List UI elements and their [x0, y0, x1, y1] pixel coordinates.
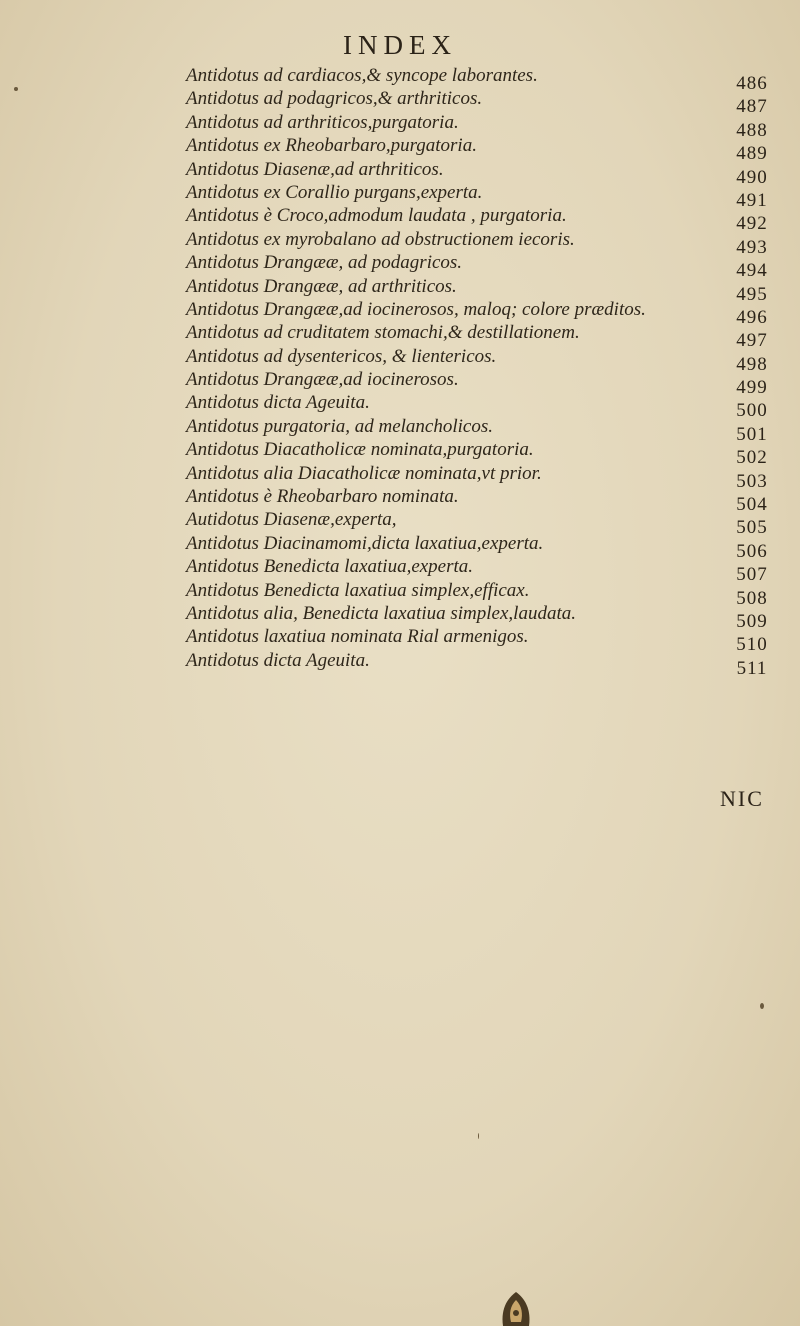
page-number: 500 [736, 400, 768, 422]
page-number: 496 [736, 306, 768, 328]
index-entry: Antidotus è Rheobarbaro nominata. [186, 486, 459, 508]
index-entry: Antidotus Drangææ,ad iocinerosos, maloq; colore præditos. [186, 298, 646, 320]
page-number: 509 [736, 610, 768, 632]
page-number: 504 [736, 494, 768, 516]
index-entry: Antidotus Drangææ, ad podagricos. [186, 252, 463, 274]
page-number: 510 [736, 634, 768, 656]
index-entry: Antidotus ex Corallio purgans,experta. [186, 181, 483, 203]
page-number: 498 [736, 353, 768, 375]
page-number: 501 [736, 423, 768, 445]
index-entry: Antidotus ad cruditatem stomachi,& destillationem. [186, 322, 580, 344]
index-entry: Antidotus purgatoria, ad melancholicos. [186, 415, 493, 437]
page-number: 511 [736, 657, 768, 679]
page-number: 488 [736, 119, 768, 141]
index-entry: Antidotus dicta Ageuita. [186, 392, 370, 414]
index-entry: Antidotus ex Rheobarbaro,purgatoria. [186, 135, 477, 157]
index-entry: Antidotus Diacatholicæ nominata,purgatoria. [186, 439, 534, 461]
page-number-column [722, 72, 782, 680]
page-number: 508 [736, 587, 768, 609]
page-number: 487 [736, 96, 768, 118]
page-number: 495 [736, 283, 768, 305]
page-number: 491 [736, 189, 768, 211]
paper-speck [760, 1003, 764, 1009]
paper-speck [478, 1133, 479, 1139]
index-entry: Antidotus Diasenæ,ad arthriticos. [186, 158, 444, 180]
page-number: 497 [736, 330, 768, 352]
index-entry: Antidotus Benedicta laxatiua,experta. [186, 556, 474, 578]
index-entry: Antidotus alia, Benedicta laxatiua simplex,laudata. [186, 602, 576, 624]
page-number: 499 [736, 377, 768, 399]
page-number: 489 [736, 143, 768, 165]
index-entry: Antidotus ad cardiacos,& syncope laborantes. [186, 65, 538, 86]
catchword: NIC [720, 786, 764, 811]
page-number: 492 [736, 213, 768, 235]
index-entry: Antidotus Drangææ,ad iocinerosos. [186, 369, 459, 391]
page-number: 494 [736, 260, 768, 282]
page-number: 507 [736, 564, 768, 586]
index-entry: Antidotus Drangææ, ad arthriticos. [186, 275, 457, 297]
index-entry: Antidotus ad dysentericos, & lientericos. [186, 345, 497, 367]
index-entry: Antidotus Diacinamomi,dicta laxatiua,experta. [186, 532, 544, 554]
index-entry: Antidotus alia Diacatholicæ nominata,vt prior. [186, 462, 542, 484]
page-number: 506 [736, 540, 768, 562]
index-entry: Antidotus laxatiua nominata Rial armenigos. [186, 626, 529, 648]
index-entry: Autidotus Diasenæ,experta, [186, 509, 397, 531]
index-entry: Antidotus è Croco,admodum laudata , purgatoria. [186, 205, 567, 227]
index-entry: Antidotus ad podagricos,& arthriticos. [186, 88, 483, 110]
printer-ornament-icon [497, 1288, 535, 1326]
index-entry: Antidotus ex myrobalano ad obstructionem iecoris. [186, 228, 575, 250]
page-number: 503 [736, 470, 768, 492]
page-number: 505 [736, 517, 768, 539]
page-number: 486 [736, 73, 768, 94]
index-entries [186, 64, 706, 672]
page-number: 490 [736, 166, 768, 188]
paper-speck [14, 87, 18, 91]
page-number: 502 [736, 447, 768, 469]
index-entry: Antidotus Benedicta laxatiua simplex,efficax. [186, 579, 530, 601]
page-number: 493 [736, 236, 768, 258]
index-entry: Antidotus ad arthriticos,purgatoria. [186, 111, 459, 133]
page-header: INDEX [343, 30, 457, 60]
index-entry: Antidotus dicta Ageuita. [186, 649, 370, 671]
